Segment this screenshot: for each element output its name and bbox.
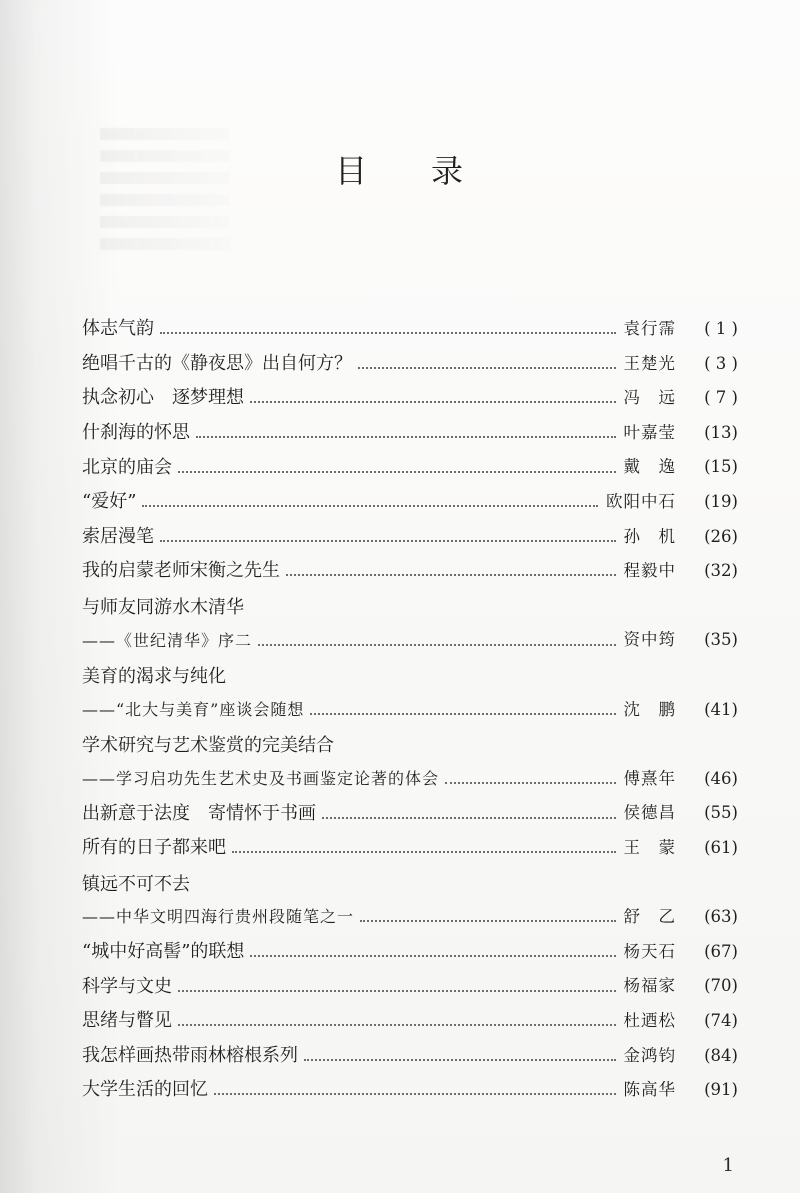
show-through-line <box>100 194 230 206</box>
toc-entry-author: 袁行霈 <box>623 319 676 339</box>
page-number: 1 <box>722 1155 734 1176</box>
toc-entry-title-line <box>82 589 738 624</box>
toc-entry-page: (84) <box>704 1045 738 1065</box>
toc-entry-title: 美育的渴求与纯化 <box>82 666 226 688</box>
toc-entry <box>82 312 738 347</box>
toc-entry-title: 镇远不可不去 <box>82 873 190 895</box>
toc-entry-title: 我怎样画热带雨林榕根系列 <box>82 1044 298 1066</box>
dot-leader <box>322 817 616 819</box>
toc-entry-author: 杨福家 <box>623 976 676 996</box>
toc-entry-author: 沈 鹏 <box>623 699 676 719</box>
toc-entry-line <box>82 347 738 382</box>
dot-leader <box>360 920 615 922</box>
toc-entry-title: 出新意于法度 寄情怀于书画 <box>82 802 316 824</box>
toc-entry-page: (35) <box>704 630 738 650</box>
toc-entry <box>82 727 738 796</box>
toc-entry-title: 什刹海的怀思 <box>82 422 190 444</box>
toc-entry-author: 王 蒙 <box>623 837 676 857</box>
toc-entry-title: 所有的日子都来吧 <box>82 837 226 859</box>
toc-entry <box>82 935 738 970</box>
toc-entry <box>82 554 738 589</box>
toc-entry-line <box>82 381 738 416</box>
toc-entry <box>82 658 738 727</box>
toc-entry-author: 叶嘉莹 <box>623 422 676 442</box>
toc-entry-page: (55) <box>704 803 738 823</box>
toc-entry-line <box>82 450 738 485</box>
toc-entry-page: ( 7 ) <box>704 388 738 408</box>
show-through-line <box>100 238 230 250</box>
toc-entry-subtitle-line <box>82 693 738 728</box>
toc-entry <box>82 381 738 416</box>
toc-entry-title-line <box>82 658 738 693</box>
toc-entry <box>82 831 738 866</box>
toc-entry-title: 北京的庙会 <box>82 456 172 478</box>
toc-entry <box>82 520 738 555</box>
dot-leader <box>250 955 615 957</box>
toc-entry-author: 程毅中 <box>623 561 676 581</box>
toc-entry-author: 冯 远 <box>623 388 676 408</box>
dot-leader <box>250 401 616 403</box>
toc-entry-title: 我的启蒙老师宋衡之先生 <box>82 560 280 582</box>
toc-entry-subtitle-line <box>82 762 738 797</box>
toc-entry-author: 金鸿钧 <box>623 1045 676 1065</box>
dot-leader <box>286 574 616 576</box>
show-through-line <box>100 216 230 228</box>
dot-leader <box>304 1059 616 1061</box>
toc-entry-subtitle: ——《世纪清华》序二 <box>82 630 253 650</box>
toc-entry-line <box>82 831 738 866</box>
toc-entry-subtitle: ——“北大与美育”座谈会随想 <box>82 699 305 719</box>
title-char-right: 录 <box>431 152 466 190</box>
toc-entry-title: 思绪与瞥见 <box>82 1010 172 1032</box>
toc-entry-subtitle-line <box>82 900 738 935</box>
toc-entry-line <box>82 796 738 831</box>
toc-entry-title-line <box>82 866 738 901</box>
toc-entry-title: 绝唱千古的《静夜思》出自何方？ <box>82 352 352 374</box>
toc-entry-line <box>82 554 738 589</box>
toc-entry-author: 杨天石 <box>623 941 676 961</box>
toc-entry-page: (74) <box>704 1010 738 1030</box>
toc-entry-title: 学术研究与艺术鉴赏的完美结合 <box>82 735 334 757</box>
toc-entry-page: (91) <box>704 1080 738 1100</box>
toc-entry-author: 杜迺松 <box>623 1010 676 1030</box>
dot-leader <box>214 1093 616 1095</box>
toc-entry-title: “城中好高髻”的联想 <box>82 940 245 962</box>
toc-entry-line <box>82 969 738 1004</box>
toc-entry <box>82 866 738 935</box>
toc-entry-author: 戴 逸 <box>623 457 676 477</box>
dot-leader <box>178 1024 616 1026</box>
toc-entry-subtitle: ——学习启功先生艺术史及书画鉴定论著的体会 <box>82 769 440 789</box>
toc-entry-page: (63) <box>704 907 738 927</box>
toc-entry-title: 索居漫笔 <box>82 525 154 547</box>
toc-entry-subtitle-line <box>82 623 738 658</box>
show-through-line <box>100 128 230 140</box>
toc-entry <box>82 1004 738 1039</box>
toc-entry-page: (46) <box>704 768 738 788</box>
toc-entry-line <box>82 1004 738 1039</box>
toc-entry-page: ( 1 ) <box>704 319 738 339</box>
toc-entry-author: 欧阳中石 <box>606 492 676 512</box>
toc-entry-line <box>82 520 738 555</box>
toc-entry-page: (15) <box>704 457 738 477</box>
toc-entry <box>82 969 738 1004</box>
toc-entry-page: ( 3 ) <box>704 353 738 373</box>
toc-entry-page: (70) <box>704 976 738 996</box>
toc-entry-page: (61) <box>704 837 738 857</box>
toc-entry-title-line <box>82 727 738 762</box>
toc-entry-line <box>82 416 738 451</box>
dot-leader <box>258 644 615 646</box>
toc-entry <box>82 1038 738 1073</box>
toc-entry-page: (32) <box>704 561 738 581</box>
toc-entry-line <box>82 1038 738 1073</box>
toc-entry-author: 傅熹年 <box>623 768 676 788</box>
toc-entry-subtitle: ——中华文明四海行贵州段随笔之一 <box>82 907 355 927</box>
toc-entry <box>82 589 738 658</box>
toc-entry-line <box>82 485 738 520</box>
toc-entry <box>82 416 738 451</box>
toc-entry-line <box>82 935 738 970</box>
toc-entry <box>82 485 738 520</box>
toc-entry <box>82 347 738 382</box>
toc-entry-title: “爱好” <box>82 491 137 513</box>
dot-leader <box>178 471 616 473</box>
toc-entry-author: 资中筠 <box>623 630 676 650</box>
toc-entry-page: (19) <box>704 492 738 512</box>
dot-leader <box>445 782 615 784</box>
title-char-left: 目 <box>334 152 369 190</box>
dot-leader <box>232 851 616 853</box>
dot-leader <box>196 436 616 438</box>
toc-entry <box>82 1073 738 1108</box>
toc-entry-author: 王楚光 <box>623 353 676 373</box>
toc-entry-page: (41) <box>704 699 738 719</box>
toc-entry-page: (26) <box>704 526 738 546</box>
toc-entry-title: 体志气韵 <box>82 318 154 340</box>
toc-entry-author: 舒 乙 <box>623 907 676 927</box>
toc-entry-author: 孙 机 <box>623 526 676 546</box>
dot-leader <box>142 505 598 507</box>
toc-entry-line <box>82 312 738 347</box>
toc-entry-title: 科学与文史 <box>82 975 172 997</box>
table-of-contents <box>82 312 738 1108</box>
dot-leader <box>310 713 615 715</box>
toc-entry-author: 侯德昌 <box>623 803 676 823</box>
dot-leader <box>178 990 616 992</box>
toc-entry-page: (67) <box>704 941 738 961</box>
toc-entry-title: 与师友同游水木清华 <box>82 597 244 619</box>
toc-entry-line <box>82 1073 738 1108</box>
toc-entry-title: 执念初心 逐梦理想 <box>82 387 244 409</box>
toc-entry-page: (13) <box>704 422 738 442</box>
dot-leader <box>160 332 616 334</box>
toc-entry <box>82 796 738 831</box>
toc-entry <box>82 450 738 485</box>
toc-entry-author: 陈高华 <box>623 1080 676 1100</box>
toc-entry-title: 大学生活的回忆 <box>82 1079 208 1101</box>
dot-leader <box>160 540 616 542</box>
page-title <box>0 146 800 192</box>
dot-leader <box>358 367 616 369</box>
